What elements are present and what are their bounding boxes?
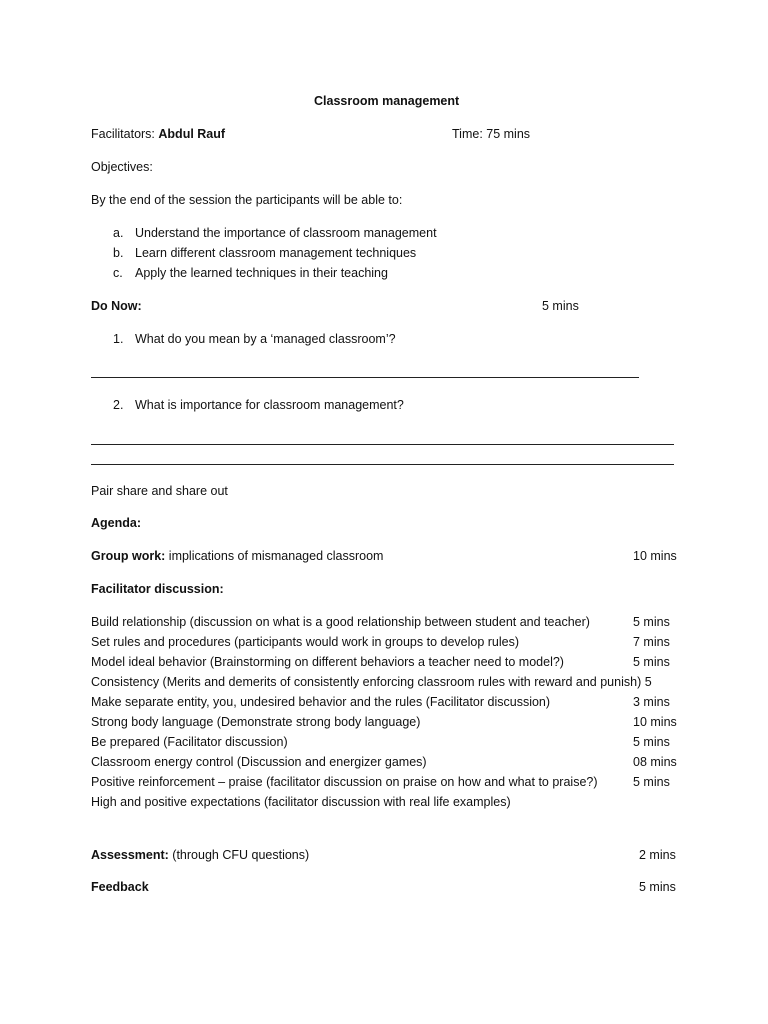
facilitator-discussion-heading: Facilitator discussion: (91, 582, 224, 596)
assessment-text: (through CFU questions) (168, 848, 310, 862)
question-marker: 2. (113, 398, 124, 412)
discussion-item-text: Positive reinforcement – praise (facilitator discussion on praise on how and what to praise?) (91, 775, 598, 789)
objectives-intro: By the end of the session the participants will be able to: (91, 193, 403, 207)
question-text: What is importance for classroom management? (135, 398, 404, 412)
objective-marker: a. (113, 226, 124, 240)
discussion-item-time: 08 mins (633, 755, 677, 769)
discussion-item-text: Set rules and procedures (participants would work in groups to develop rules) (91, 635, 520, 649)
discussion-item-text: Make separate entity, you, undesired behavior and the rules (Facilitator discussion) (91, 695, 551, 709)
question-item (113, 398, 404, 412)
group-work-time: 10 mins (633, 549, 677, 563)
assessment-label: Assessment: (91, 848, 169, 862)
session-time: Time: 75 mins (452, 127, 531, 141)
discussion-item-time: 3 mins (633, 695, 670, 709)
objective-marker: b. (113, 246, 124, 260)
do-now-time: 5 mins (542, 299, 579, 313)
assessment-line (91, 848, 309, 862)
answer-line (91, 444, 674, 445)
answer-line (91, 464, 674, 465)
discussion-item-text: Build relationship (discussion on what is a good relationship between student and teacher) (91, 615, 590, 629)
feedback-time: 5 mins (639, 880, 676, 894)
discussion-item-time: 5 mins (633, 735, 670, 749)
page-title: Classroom management (314, 94, 460, 108)
group-work-text: implications of mismanaged classroom (165, 549, 384, 563)
discussion-item-text: High and positive expectations (facilitator discussion with real life examples) (91, 795, 511, 809)
facilitator-name: Abdul Rauf (158, 127, 226, 141)
objective-text: Understand the importance of classroom management (135, 226, 437, 240)
discussion-item-text: Model ideal behavior (Brainstorming on different behaviors a teacher need to model?) (91, 655, 564, 669)
facilitators-line (91, 127, 225, 141)
question-marker: 1. (113, 332, 124, 346)
discussion-item-text: Consistency (Merits and demerits of consistently enforcing classroom rules with reward and punish) 5 (91, 675, 652, 689)
question-text: What do you mean by a ‘managed classroom’? (135, 332, 396, 346)
group-work-label: Group work: (91, 549, 166, 563)
discussion-item-text: Classroom energy control (Discussion and energizer games) (91, 755, 427, 769)
objective-text: Apply the learned techniques in their teaching (135, 266, 388, 280)
discussion-item-time: 7 mins (633, 635, 670, 649)
objective-item (113, 266, 388, 280)
agenda-heading: Agenda: (91, 516, 141, 530)
facilitators-label: Facilitators: (91, 127, 159, 141)
objective-item (113, 226, 437, 240)
objective-item (113, 246, 416, 260)
objective-text: Learn different classroom management techniques (135, 246, 417, 260)
discussion-item-text: Be prepared (Facilitator discussion) (91, 735, 288, 749)
pair-share-text: Pair share and share out (91, 484, 228, 498)
do-now-label: Do Now: (91, 299, 142, 313)
discussion-item-time: 10 mins (633, 715, 677, 729)
feedback-label: Feedback (91, 880, 149, 894)
discussion-item-text: Strong body language (Demonstrate strong body language) (91, 715, 421, 729)
discussion-item-time: 5 mins (633, 775, 670, 789)
group-work-line (91, 549, 383, 563)
discussion-item-time: 5 mins (633, 615, 670, 629)
answer-line (91, 377, 639, 378)
objective-marker: c. (113, 266, 123, 280)
objectives-heading: Objectives: (91, 160, 153, 174)
question-item (113, 332, 396, 346)
assessment-time: 2 mins (639, 848, 676, 862)
discussion-item-time: 5 mins (633, 655, 670, 669)
